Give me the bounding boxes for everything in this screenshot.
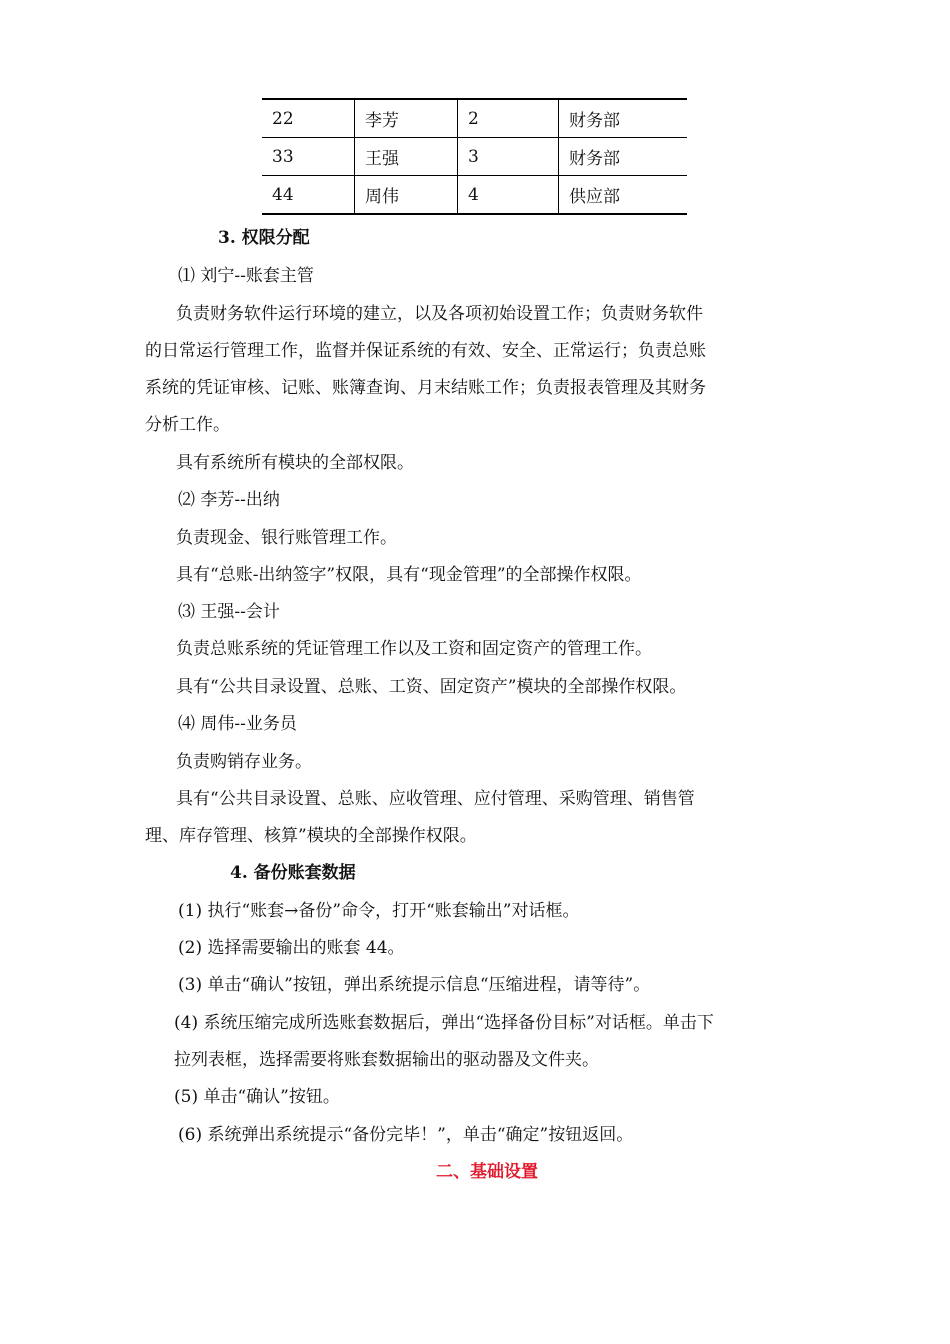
table-cell: 王强 (355, 138, 458, 176)
table-cell: 33 (262, 138, 355, 176)
paragraph-line: 具有“总账-出纳签字”权限，具有“现金管理”的全部操作权限。 (176, 565, 642, 585)
table-cell: 李芳 (355, 99, 458, 138)
table-row (262, 138, 687, 176)
paragraph-line: 的日常运行管理工作，监督并保证系统的有效、安全、正常运行；负责总账 (145, 341, 706, 361)
role-title: ⑵ 李芳--出纳 (178, 490, 280, 510)
chapter-heading: 二、基础设置 (436, 1162, 538, 1182)
staff-table (262, 98, 687, 215)
paragraph-line: 负责购销存业务。 (176, 752, 312, 772)
role-title: ⑷ 周伟--业务员 (178, 714, 297, 734)
table-cell: 3 (458, 138, 559, 176)
role-title: ⑴ 刘宁--账套主管 (178, 266, 314, 286)
step-line: (2) 选择需要输出的账套 44。 (178, 938, 405, 958)
table-cell: 44 (262, 176, 355, 215)
paragraph-line: 系统的凭证审核、记账、账簿查询、月末结账工作；负责报表管理及其财务 (145, 378, 706, 398)
paragraph-line: 分析工作。 (145, 415, 230, 435)
step-line: (1) 执行“账套→备份”命令，打开“账套输出”对话框。 (178, 901, 580, 921)
table-cell: 2 (458, 99, 559, 138)
step-line: (4) 系统压缩完成所选账套数据后，弹出“选择备份目标”对话框。单击下 (174, 1013, 714, 1033)
section-heading: 3. 权限分配 (218, 228, 310, 248)
table-cell: 财务部 (559, 99, 688, 138)
role-title: ⑶ 王强--会计 (178, 602, 280, 622)
table-cell: 周伟 (355, 176, 458, 215)
paragraph-line: 负责财务软件运行环境的建立，以及各项初始设置工作；负责财务软件 (176, 304, 703, 324)
step-line: (5) 单击“确认”按钮。 (174, 1087, 340, 1107)
table-row (262, 99, 687, 138)
table-row (262, 176, 687, 215)
paragraph-line: 理、库存管理、核算”模块的全部操作权限。 (145, 826, 477, 846)
table-cell: 4 (458, 176, 559, 215)
step-line: (6) 系统弹出系统提示“备份完毕！”，单击“确定”按钮返回。 (178, 1125, 634, 1145)
section-heading: 4. 备份账套数据 (230, 863, 356, 883)
paragraph-line: 负责现金、银行账管理工作。 (176, 528, 397, 548)
paragraph-line: 具有系统所有模块的全部权限。 (176, 453, 414, 473)
paragraph-line: 具有“公共目录设置、总账、工资、固定资产”模块的全部操作权限。 (176, 677, 687, 697)
step-line: (3) 单击“确认”按钮，弹出系统提示信息“压缩进程，请等待”。 (178, 975, 651, 995)
paragraph-line: 负责总账系统的凭证管理工作以及工资和固定资产的管理工作。 (176, 639, 652, 659)
table-cell: 财务部 (559, 138, 688, 176)
table-cell: 22 (272, 108, 294, 129)
step-line: 拉列表框，选择需要将账套数据输出的驱动器及文件夹。 (174, 1050, 599, 1070)
table-cell: 供应部 (559, 176, 688, 215)
paragraph-line: 具有“公共目录设置、总账、应收管理、应付管理、采购管理、销售管 (176, 789, 695, 809)
